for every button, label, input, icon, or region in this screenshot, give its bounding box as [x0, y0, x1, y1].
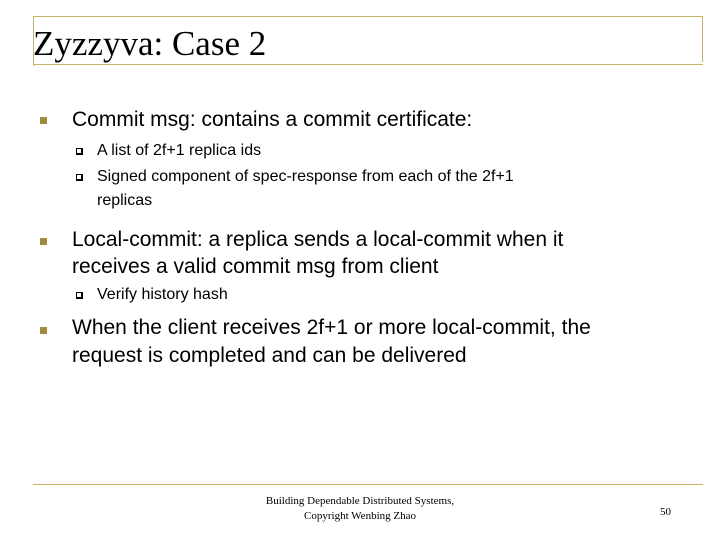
sub-bullet-text: Signed component of spec-response from each of the 2f+1: [97, 168, 514, 185]
square-bullet-icon: [40, 117, 47, 124]
hollow-square-bullet-icon: [76, 148, 82, 154]
footer-line-2: Copyright Wenbing Zhao: [304, 510, 416, 522]
square-bullet-icon: [40, 238, 47, 245]
hollow-square-bullet-icon: [76, 292, 82, 298]
sub-bullet-text: A list of 2f+1 replica ids: [97, 142, 262, 159]
sub-bullet-text: Verify history hash: [97, 286, 228, 303]
frame-top-line: [33, 16, 703, 17]
footer-divider: [33, 484, 703, 485]
frame-right-line: [702, 16, 703, 62]
bullet-text: When the client receives 2f+1 or more local-commit, the: [72, 316, 591, 339]
bullet-text-cont: request is completed and can be delivered: [72, 344, 467, 367]
page-number: 50: [660, 506, 671, 518]
slide-title: Zyzzyva: Case 2: [33, 24, 267, 63]
sub-bullet-text-cont: replicas: [97, 192, 153, 209]
hollow-square-bullet-icon: [76, 174, 82, 180]
bullet-text-cont: receives a valid commit msg from client: [72, 255, 439, 278]
bullet-text: Commit msg: contains a commit certificate:: [72, 108, 473, 131]
footer-line-1: Building Dependable Distributed Systems,: [265, 495, 455, 507]
title-divider: [33, 64, 703, 65]
bullet-text: Local-commit: a replica sends a local-commit when it: [72, 228, 564, 251]
square-bullet-icon: [40, 327, 47, 334]
footer: [240, 494, 480, 524]
